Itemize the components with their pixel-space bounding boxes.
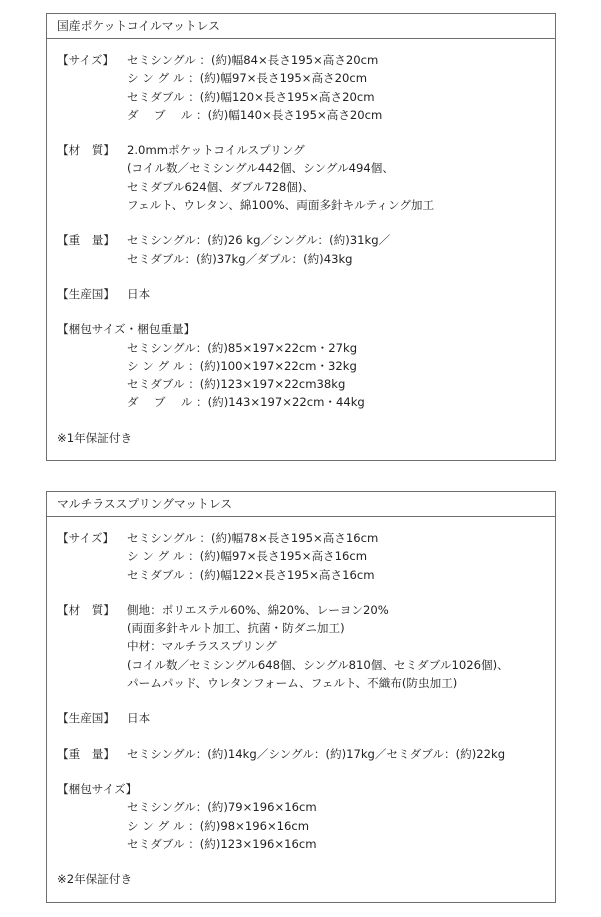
spec-line: セミダブル ：(約)幅122×長さ195×高さ16cm	[127, 567, 375, 582]
spec-label: 【梱包サイズ】	[57, 781, 138, 796]
spec-line: セミシングル：(約)14kg／シングル：(約)17kg／セミダブル：(約)22kg	[127, 746, 506, 761]
spec-line: シ ン グ ル ：(約)幅97×長さ195×高さ20cm	[127, 71, 368, 86]
spec-label: 【材 質】	[57, 143, 115, 158]
spec-line: セミシングル：(約)85×197×22cm・27kg	[127, 340, 358, 355]
spec-line: セミダブル ：(約)幅120×長さ195×高さ20cm	[127, 89, 375, 104]
spec-material	[57, 141, 555, 214]
spec-line: セミダブル ：(約)123×197×22cm38kg	[127, 377, 346, 392]
spec-line: 側地：ポリエステル60%、綿20%、レーヨン20%	[127, 602, 389, 617]
spec-label: 【材 質】	[57, 602, 115, 617]
spec-line: 日本	[127, 286, 151, 301]
spec-line: シ ン グ ル ：(約)98×196×16cm	[127, 818, 310, 833]
spec-line: フェルト、ウレタン、綿100%、両面多針キルティング加工	[127, 198, 435, 213]
spec-line: ダ ブ ル ：(約)143×197×22cm・44kg	[127, 395, 365, 410]
spec-line: ダ ブ ル ：(約)幅140×長さ195×高さ20cm	[127, 107, 383, 122]
spec-size	[57, 529, 555, 584]
spec-weight	[57, 231, 555, 268]
spec-label: 【サイズ】	[57, 53, 115, 67]
spec-line: (両面多針キルト加工、抗菌・防ダニ加工)	[127, 621, 345, 636]
spec-label: 【重 量】	[57, 746, 115, 761]
spec-panel-multi-spring	[46, 491, 556, 903]
spec-origin	[57, 709, 555, 727]
panel-title: 国産ポケットコイルマットレス	[47, 14, 555, 39]
spec-line: セミシングル：(約)26 kg／シングル：(約)31kg／	[127, 233, 391, 248]
spec-line: 中材：マルチラススプリング	[127, 639, 277, 654]
spec-line: セミダブル ：(約)123×196×16cm	[127, 836, 317, 851]
spec-label: 【梱包サイズ・梱包重量】	[57, 322, 196, 337]
spec-label: 【生産国】	[57, 286, 115, 301]
spec-line: (コイル数／セミシングル648個、シングル810個、セミダブル1026個)、	[127, 657, 509, 672]
spec-weight	[57, 745, 555, 763]
spec-size	[57, 51, 555, 124]
spec-line: シ ン グ ル ：(約)幅97×長さ195×高さ16cm	[127, 549, 368, 564]
spec-line: セミシングル ：(約)幅78×長さ195×高さ16cm	[127, 531, 379, 545]
spec-label: 【生産国】	[57, 711, 115, 726]
spec-packaging	[57, 320, 555, 411]
spec-line: セミシングル：(約)79×196×16cm	[127, 800, 317, 815]
spec-packaging	[57, 780, 555, 853]
spec-line: セミシングル ：(約)幅84×長さ195×高さ20cm	[127, 53, 379, 67]
warranty-note: ※1年保証付き	[57, 430, 133, 445]
spec-origin	[57, 285, 555, 303]
spec-line: シ ン グ ル ：(約)100×197×22cm・32kg	[127, 358, 357, 373]
spec-material	[57, 601, 555, 692]
spec-line: セミダブル：(約)37kg／ダブル：(約)43kg	[127, 251, 353, 266]
spec-line: パームパッド、ウレタンフォーム、フェルト、不織布(防虫加工)	[127, 676, 458, 691]
spec-line: 2.0mmポケットコイルスプリング	[127, 143, 305, 158]
spec-label: 【サイズ】	[57, 531, 115, 545]
spec-line: (コイル数／セミシングル442個、シングル494個、	[127, 161, 394, 176]
spec-label: 【重 量】	[57, 233, 115, 248]
panel-title: マルチラススプリングマットレス	[47, 492, 555, 517]
spec-line: 日本	[127, 711, 151, 726]
warranty-note: ※2年保証付き	[57, 872, 133, 887]
spec-line: セミダブル624個、ダブル728個)、	[127, 179, 314, 194]
spec-panel-pocket-coil	[46, 13, 556, 461]
